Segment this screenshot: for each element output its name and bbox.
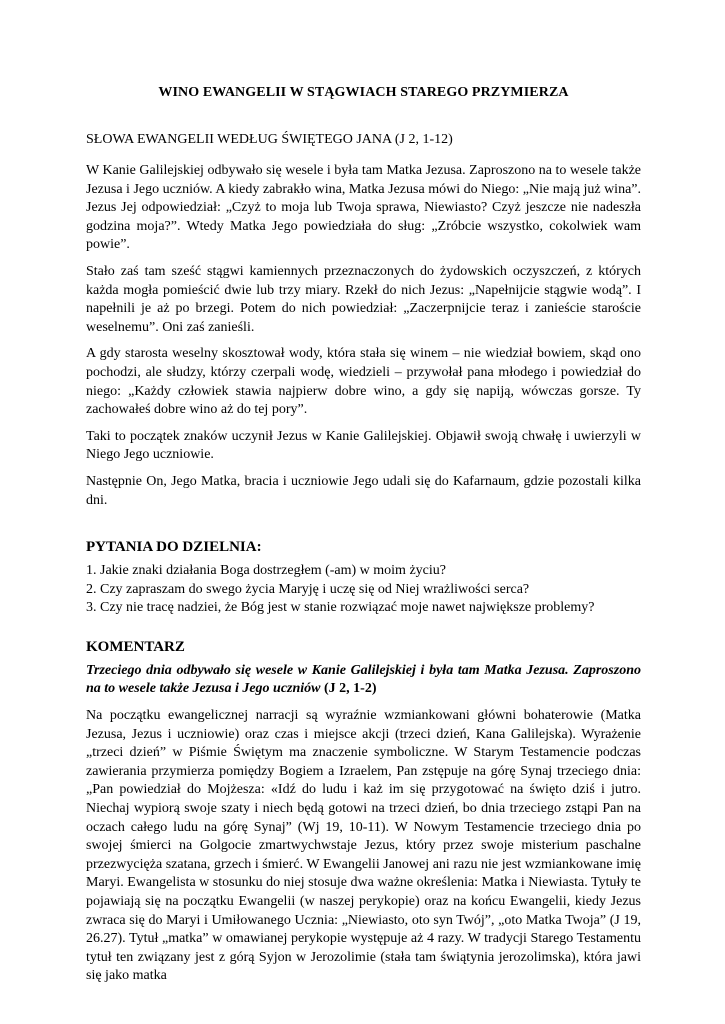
question-item: 3. Czy nie tracę nadziei, że Bóg jest w stanie rozwiązać moje nawet największe problemy?: [86, 600, 595, 616]
gospel-paragraph: Następnie On, Jego Matka, bracia i uczniowie Jego udali się do Kafarnaum, gdzie pozostali kilka dni.: [86, 473, 641, 508]
gospel-heading: SŁOWA EWANGELII WEDŁUG ŚWIĘTEGO JANA (J 2, 1-12): [86, 132, 453, 147]
question-item: 1. Jakie znaki działania Boga dostrzegłem (-am) w moim życiu?: [86, 563, 446, 579]
gospel-paragraph: Stało zaś tam sześć stągwi kamiennych przeznaczonych do żydowskich oczyszczeń, z których każda mogła pomieścić dwie lub trzy miary. Rzekł do nich Jezus: „Napełnijcie stągwie wodą”. I napełnili je aż po brzegi. Potem do nich powiedział: „Zaczerpnijcie teraz i zanieście staroście weselnemu”. Oni zaś zanieśli.: [86, 263, 641, 335]
document-title: WINO EWANGELII W STĄGWIACH STAREGO PRZYMIERZA: [158, 85, 569, 100]
commentary-intro: [86, 662, 641, 699]
questions-list: [86, 562, 641, 618]
commentary-heading: KOMENTARZ: [86, 638, 185, 655]
commentary-intro-quote: Trzeciego dnia odbywało się wesele w Kanie Galilejskiej i była tam Matka Jezusa. Zaproszono na to wesele także Jezusa i Jego uczniów: [86, 662, 641, 697]
document-body: [86, 85, 641, 994]
commentary-intro-reference: (J 2, 1-2): [320, 681, 377, 697]
gospel-paragraph: A gdy starosta weselny skosztował wody, która stała się winem – nie wiedział bowiem, skąd ono pochodzi, ale słudzy, którzy czerpali wodę, wiedzieli – przywołał pana młodego i powiedział do niego: „Każdy człowiek stawia najpierw dobre wino, a gdy się napiją, wówczas gorsze. Ty zachowałeś dobre wino aż do tej pory”.: [86, 346, 641, 418]
commentary-paragraph: Na początku ewangelicznej narracji są wyraźnie wzmiankowani główni bohaterowie (Matka Jezusa, Jezus i uczniowie) oraz czas i miejsce akcji (trzeci dzień, Kana Galilejska). Wyrażenie „trzeci dzień” w Piśmie Świętym ma znaczenie symboliczne. W Starym Testamencie podczas zawierania przymierza pomiędzy Bogiem a Izraelem, Pan zstępuje na górę Synaj trzeciego dnia: „Pan powiedział do Mojżesza: «Idź do ludu i każ im się przygotować na święto dziś i jutro. Niechaj wypiorą swoje szaty i niech będą gotowi na trzeci dzień, bo dnia trzeciego zstąpi Pan na oczach całego ludu na górę Synaj” (Wj 19, 10-11). W Nowym Testamencie trzeciego dnia po swojej śmierci na Golgocie zmartwychwstaje Jezus, który przez swoje misterium paschalne przezwycięża szatana, grzech i śmierć. W Ewangelii Janowej ani razu nie jest wzmiankowane imię Maryi. Ewangelista w stosunku do niej stosuje dwa ważne określenia: Matka i Niewiasta. Tytuły te pojawiają się na początku Ewangelii (w naszej perykopie) oraz na końcu Ewangelii, kiedy Jezus zwraca się do Maryi i Umiłowanego Ucznia: „Niewiasto, oto syn Twój”, „oto Matka Twoja” (J 19, 26.27). Tytuł „matka” w omawianej perykopie występuje aż 4 razy. W tradycji Starego Testamentu tytuł ten związany jest z górą Syjon w Jerozolimie (stała tam świątynia jerozolimska), która jawi się jako matka: [86, 708, 641, 984]
gospel-paragraph: Taki to początek znaków uczynił Jezus w Kanie Galilejskiej. Objawił swoją chwałę i uwierzyli w Niego Jego uczniowie.: [86, 428, 641, 463]
questions-heading: PYTANIA DO DZIELNIA:: [86, 539, 262, 556]
question-item: 2. Czy zapraszam do swego życia Maryję i uczę się od Niej wrażliwości serca?: [86, 581, 530, 597]
gospel-paragraph: W Kanie Galilejskiej odbywało się wesele i była tam Matka Jezusa. Zaproszono na to wesele także Jezusa i Jego uczniów. A kiedy zabrakło wina, Matka Jezusa mówi do Niego: „Nie mają już wina”. Jezus Jej odpowiedział: „Czyż to moja lub Twoja sprawa, Niewiasto? Czyż jeszcze nie nadeszła godzina moja?”. Wtedy Matka Jego powiedziała do sług: „Zróbcie wszystko, cokolwiek wam powie”.: [86, 163, 641, 253]
